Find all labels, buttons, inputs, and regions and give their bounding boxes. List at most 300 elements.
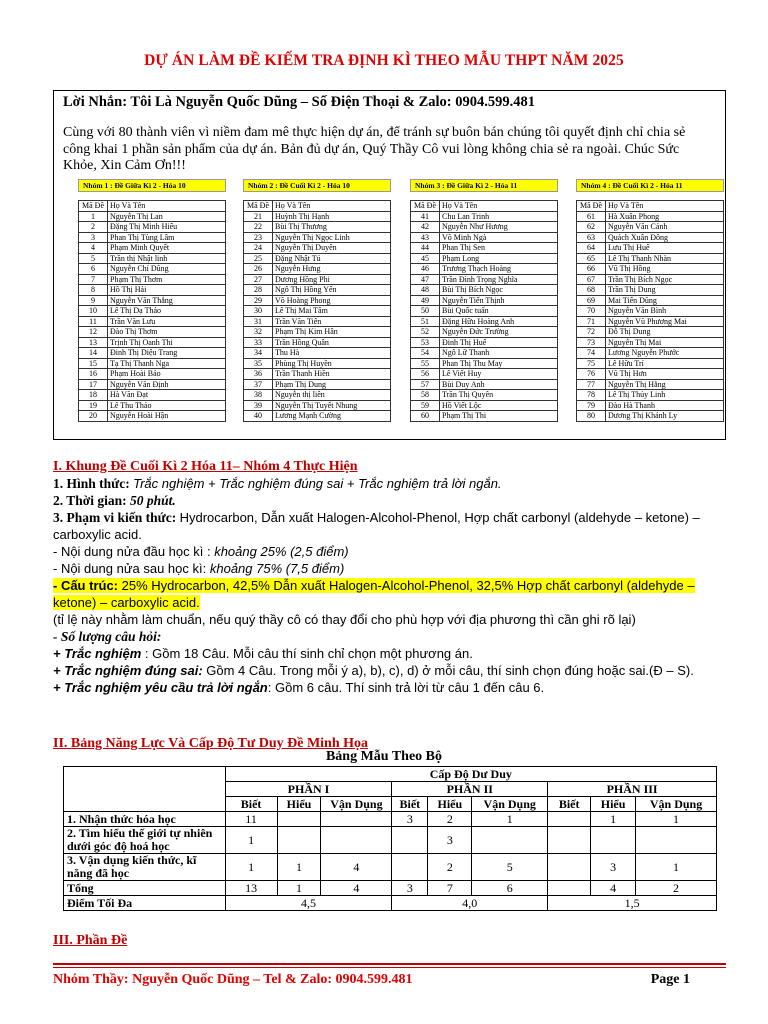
table-row bbox=[244, 222, 391, 233]
capability-matrix bbox=[63, 766, 717, 911]
member-name: Nguyễn Văn Định bbox=[108, 379, 226, 390]
row-label: 3. Vận dụng kiến thức, kĩ năng đã học bbox=[64, 854, 226, 881]
table-row bbox=[577, 400, 724, 411]
member-code: 77 bbox=[577, 379, 606, 390]
member-name: Bùi Quốc tuấn bbox=[440, 306, 558, 317]
form-line: 1. Hình thức: Trắc nghiệm + Trắc nghiệm đúng sai + Trắc nghiệm trả lời ngắn. bbox=[53, 476, 502, 491]
table-row bbox=[411, 348, 558, 359]
table-row bbox=[577, 211, 724, 222]
part-header: PHẦN II bbox=[392, 782, 548, 797]
member-name: Nguyễn Thị Lan bbox=[108, 211, 226, 222]
member-code: 48 bbox=[411, 285, 440, 296]
true-false-line: + Trắc nghiệm đúng sai: Gồm 4 Câu. Trong mỗi ý a), b), c), d) ở mỗi câu, thí sinh chọn đúng hoặc sai.(Đ – S). bbox=[53, 663, 694, 678]
page-number: Page 1 bbox=[650, 972, 690, 987]
member-group bbox=[78, 179, 226, 422]
member-name: Nguyễn Văn Cảnh bbox=[606, 222, 724, 233]
matrix-cell bbox=[277, 827, 321, 854]
member-name: Trần thị Nhật linh bbox=[108, 253, 226, 264]
time-line: 2. Thời gian: 50 phút. bbox=[53, 493, 176, 508]
member-name: Nguyễn Văn Thắng bbox=[108, 295, 226, 306]
member-code: 1 bbox=[79, 211, 108, 222]
member-name: Thu Hà bbox=[273, 348, 391, 359]
member-name: Nguyễn Văn Bình bbox=[606, 306, 724, 317]
member-code: 12 bbox=[79, 327, 108, 338]
section-2-heading: II. Bảng Năng Lực Và Cấp Độ Tư Duy Đề Minh Họa bbox=[53, 736, 369, 751]
member-name: Bùi Thị Bích Ngọc bbox=[440, 285, 558, 296]
table-row bbox=[79, 390, 226, 401]
matrix-cell: 2 bbox=[428, 812, 472, 827]
member-name: Trần Thị Dung bbox=[606, 285, 724, 296]
member-name: Phạm Minh Quyết bbox=[108, 243, 226, 254]
matrix-cell: 7 bbox=[428, 881, 472, 896]
matrix-cell bbox=[548, 881, 591, 896]
matrix-cell: 1 bbox=[225, 827, 277, 854]
table-row bbox=[79, 358, 226, 369]
member-name: Phạm Thị Kim Hân bbox=[273, 327, 391, 338]
table-row bbox=[244, 264, 391, 275]
table-row bbox=[244, 253, 391, 264]
member-code: 2 bbox=[79, 222, 108, 233]
table-row bbox=[577, 306, 724, 317]
level-subheader: Hiểu bbox=[277, 797, 321, 812]
member-code: 39 bbox=[244, 400, 273, 411]
member-name: Phạm Hoài Bảo bbox=[108, 369, 226, 380]
member-name: Chu Lan Trinh bbox=[440, 211, 558, 222]
member-table bbox=[410, 200, 558, 422]
member-name: Đào Hà Thanh bbox=[606, 400, 724, 411]
member-code: 55 bbox=[411, 358, 440, 369]
table-row bbox=[244, 348, 391, 359]
member-code: 40 bbox=[244, 411, 273, 422]
matrix-cell: 2 bbox=[636, 881, 717, 896]
table-row bbox=[411, 316, 558, 327]
level-header: Cấp Độ Dư Duy bbox=[225, 767, 716, 782]
member-code: 27 bbox=[244, 274, 273, 285]
member-code: 37 bbox=[244, 379, 273, 390]
document-title: DỰ ÁN LÀM ĐỀ KIẾM TRA ĐỊNH KÌ THEO MẪU THPT NĂM 2025 bbox=[144, 52, 624, 69]
table-row bbox=[411, 400, 558, 411]
table-row bbox=[244, 358, 391, 369]
table-row bbox=[64, 812, 717, 827]
member-code: 13 bbox=[79, 337, 108, 348]
table-row bbox=[411, 358, 558, 369]
matrix-cell: 1 bbox=[277, 881, 321, 896]
member-name: Võ Minh Ngà bbox=[440, 232, 558, 243]
member-name: Phạm Thị Thi bbox=[440, 411, 558, 422]
table-row bbox=[79, 327, 226, 338]
member-name: Hồ Thị Hải bbox=[108, 285, 226, 296]
matrix-cell bbox=[548, 827, 591, 854]
member-code: 36 bbox=[244, 369, 273, 380]
table-row bbox=[411, 337, 558, 348]
member-code: 80 bbox=[577, 411, 606, 422]
matrix-cell: 1 bbox=[636, 812, 717, 827]
message-box bbox=[53, 90, 726, 440]
member-name: Lê Thu Thảo bbox=[108, 400, 226, 411]
member-code: 15 bbox=[79, 358, 108, 369]
table-row bbox=[577, 316, 724, 327]
level-subheader: Hiểu bbox=[591, 797, 636, 812]
level-subheader: Biết bbox=[548, 797, 591, 812]
member-name: Nguyễn Tiến Thịnh bbox=[440, 295, 558, 306]
matrix-cell bbox=[548, 854, 591, 881]
member-code: 5 bbox=[79, 253, 108, 264]
col-name-header: Họ Và Tên bbox=[606, 201, 724, 212]
matrix-cell bbox=[277, 812, 321, 827]
member-code: 3 bbox=[79, 232, 108, 243]
member-code: 10 bbox=[79, 306, 108, 317]
member-code: 72 bbox=[577, 327, 606, 338]
matrix-cell: 4 bbox=[591, 881, 636, 896]
matrix-cell: 6 bbox=[472, 881, 548, 896]
member-code: 38 bbox=[244, 390, 273, 401]
table-row bbox=[79, 295, 226, 306]
table-row bbox=[411, 295, 558, 306]
short-answer-line: + Trắc nghiệm yêu cầu trả lời ngắn: Gồm 6 câu. Thí sinh trả lời từ câu 1 đến câu 6. bbox=[53, 680, 545, 695]
member-name: Huỳnh Thị Hạnh bbox=[273, 211, 391, 222]
section-1 bbox=[53, 458, 728, 696]
table-row bbox=[244, 285, 391, 296]
member-name: Mai Tiến Dũng bbox=[606, 295, 724, 306]
table-row bbox=[577, 358, 724, 369]
table-row bbox=[577, 264, 724, 275]
member-name: Dương Hồng Phi bbox=[273, 274, 391, 285]
member-name: Tạ Thị Thanh Nga bbox=[108, 358, 226, 369]
table-row bbox=[577, 337, 724, 348]
matrix-cell: 1 bbox=[225, 854, 277, 881]
member-name: Phùng Thị Huyền bbox=[273, 358, 391, 369]
member-name: Trần Đình Trọng Nghĩa bbox=[440, 274, 558, 285]
member-code: 69 bbox=[577, 295, 606, 306]
table-row bbox=[79, 400, 226, 411]
member-code: 29 bbox=[244, 295, 273, 306]
member-table bbox=[576, 200, 724, 422]
member-code: 24 bbox=[244, 243, 273, 254]
matrix-cell: 3 bbox=[392, 881, 428, 896]
table-row bbox=[244, 337, 391, 348]
row-label: 2. Tìm hiểu thế giới tự nhiên dưới góc độ hoá học bbox=[64, 827, 226, 854]
member-code: 20 bbox=[79, 411, 108, 422]
member-code: 32 bbox=[244, 327, 273, 338]
footer-rule bbox=[53, 963, 726, 968]
table-row bbox=[411, 274, 558, 285]
matrix-cell bbox=[392, 827, 428, 854]
member-code: 78 bbox=[577, 390, 606, 401]
member-name: Nguyễn Thị Hằng bbox=[606, 379, 724, 390]
member-name: Đặng Thị Minh Hiếu bbox=[108, 222, 226, 233]
table-row bbox=[244, 390, 391, 401]
part-header: PHẦN III bbox=[548, 782, 717, 797]
member-name: Phan Thị Sen bbox=[440, 243, 558, 254]
member-group bbox=[576, 179, 724, 422]
table-row bbox=[79, 306, 226, 317]
member-name: Phạm Long bbox=[440, 253, 558, 264]
member-group bbox=[243, 179, 391, 422]
member-code: 6 bbox=[79, 264, 108, 275]
member-code: 67 bbox=[577, 274, 606, 285]
member-name: Trịnh Thị Oanh Thi bbox=[108, 337, 226, 348]
member-code: 22 bbox=[244, 222, 273, 233]
matrix-cell: 4 bbox=[321, 881, 392, 896]
max-score-value: 4,5 bbox=[225, 896, 392, 911]
table-row bbox=[64, 881, 717, 896]
member-code: 47 bbox=[411, 274, 440, 285]
table-row bbox=[411, 222, 558, 233]
member-code: 70 bbox=[577, 306, 606, 317]
member-name: Lưu Thị Huế bbox=[606, 243, 724, 254]
member-name: Đào Thị Thơm bbox=[108, 327, 226, 338]
member-code: 79 bbox=[577, 400, 606, 411]
member-name: Lương Nguyễn Phước bbox=[606, 348, 724, 359]
group-title: Nhóm 1 : Đề Giữa Kì 2 - Hóa 10 bbox=[78, 179, 226, 192]
member-name: Ngô Lữ Thanh bbox=[440, 348, 558, 359]
question-count-heading: - Số lượng câu hỏi: bbox=[53, 629, 162, 644]
member-name: Phạm Thị Thơm bbox=[108, 274, 226, 285]
member-name: Trần Văn Lưu bbox=[108, 316, 226, 327]
matrix-cell: 1 bbox=[472, 812, 548, 827]
table-row bbox=[577, 285, 724, 296]
table-row bbox=[244, 211, 391, 222]
table-row bbox=[577, 348, 724, 359]
table-row bbox=[411, 390, 558, 401]
member-name: Phan Thị Thu May bbox=[440, 358, 558, 369]
member-name: Nguyễn Như Hương bbox=[440, 222, 558, 233]
member-name: Trần Hồng Quân bbox=[273, 337, 391, 348]
member-name: Đặng Hữu Hoàng Anh bbox=[440, 316, 558, 327]
member-code: 65 bbox=[577, 253, 606, 264]
matrix-title: Bảng Mẫu Theo Bộ bbox=[325, 749, 443, 764]
member-code: 76 bbox=[577, 369, 606, 380]
member-name: Võ Hoàng Phong bbox=[273, 295, 391, 306]
section-1-heading: I. Khung Đề Cuối Kì 2 Hóa 11– Nhóm 4 Thực Hiện bbox=[53, 459, 358, 474]
matrix-cell: 5 bbox=[472, 854, 548, 881]
row-label: 1. Nhận thức hóa học bbox=[64, 812, 226, 827]
matrix-cell bbox=[548, 812, 591, 827]
table-row bbox=[577, 327, 724, 338]
member-name: Dương Thị Khánh Ly bbox=[606, 411, 724, 422]
member-name: Nguyễn Vũ Phương Mai bbox=[606, 316, 724, 327]
matrix-corner bbox=[64, 767, 226, 812]
member-name: Hồ Viết Lộc bbox=[440, 400, 558, 411]
matrix-cell: 4 bbox=[321, 854, 392, 881]
table-row bbox=[411, 379, 558, 390]
footer-contact: Nhóm Thầy: Nguyễn Quốc Dũng – Tel & Zalo: 0904.599.481 bbox=[53, 972, 413, 987]
message-header: Lời Nhắn: Tôi Là Nguyễn Quốc Dũng – Số Điện Thoại & Zalo: 0904.599.481 bbox=[63, 94, 535, 110]
member-code: 68 bbox=[577, 285, 606, 296]
member-code: 63 bbox=[577, 232, 606, 243]
table-row bbox=[79, 369, 226, 380]
matrix-cell bbox=[321, 812, 392, 827]
second-half-line: - Nội dung nửa sau học kì: khoảng 75% (7,5 điểm) bbox=[53, 561, 345, 576]
member-name: Nguyễn Hoài Hận bbox=[108, 411, 226, 422]
member-group bbox=[410, 179, 558, 422]
table-row bbox=[577, 379, 724, 390]
matrix-cell: 2 bbox=[428, 854, 472, 881]
member-code: 19 bbox=[79, 400, 108, 411]
member-code: 14 bbox=[79, 348, 108, 359]
member-name: Trần Thị Bích Ngọc bbox=[606, 274, 724, 285]
member-code: 30 bbox=[244, 306, 273, 317]
matrix-cell: 11 bbox=[225, 812, 277, 827]
note-line: (tỉ lệ này nhằm làm chuẩn, nếu quý thầy cô có thay đổi cho phù hợp với địa phương thì cần ghi rõ lại) bbox=[53, 612, 636, 627]
member-code: 50 bbox=[411, 306, 440, 317]
table-row bbox=[244, 316, 391, 327]
member-code: 26 bbox=[244, 264, 273, 275]
member-code: 49 bbox=[411, 295, 440, 306]
member-name: Trần Thị Quyên bbox=[440, 390, 558, 401]
table-row bbox=[79, 285, 226, 296]
part-header: PHẦN I bbox=[225, 782, 392, 797]
max-score-value: 4,0 bbox=[392, 896, 548, 911]
table-row bbox=[79, 253, 226, 264]
member-code: 35 bbox=[244, 358, 273, 369]
table-row bbox=[577, 222, 724, 233]
table-row bbox=[244, 306, 391, 317]
group-title: Nhóm 2 : Đề Cuối Kì 2 - Hóa 10 bbox=[243, 179, 391, 192]
group-title: Nhóm 4 : Đề Cuối Kì 2 - Hóa 11 bbox=[576, 179, 724, 192]
member-code: 16 bbox=[79, 369, 108, 380]
level-subheader: Vận Dụng bbox=[321, 797, 392, 812]
table-row bbox=[79, 316, 226, 327]
matrix-cell bbox=[321, 827, 392, 854]
table-row bbox=[244, 379, 391, 390]
member-code: 45 bbox=[411, 253, 440, 264]
table-row bbox=[79, 211, 226, 222]
matrix-cell: 3 bbox=[428, 827, 472, 854]
table-row bbox=[79, 337, 226, 348]
table-row bbox=[411, 232, 558, 243]
structure-line: - Cấu trúc: 25% Hydrocarbon, 42,5% Dẫn xuất Halogen-Alcohol-Phenol, 32,5% Hợp chất carbonyl (aldehyde – ketone) – carboxylic acid. bbox=[53, 578, 695, 610]
scope-line: 3. Phạm vi kiến thức: Hydrocarbon, Dẫn xuất Halogen-Alcohol-Phenol, Hợp chất carbonyl (aldehyde – ketone) – carboxylic acid. bbox=[53, 510, 700, 542]
table-row bbox=[577, 295, 724, 306]
member-name: Vũ Thị Hơn bbox=[606, 369, 724, 380]
member-code: 73 bbox=[577, 337, 606, 348]
member-name: Lương Mạnh Cường bbox=[273, 411, 391, 422]
table-row bbox=[577, 243, 724, 254]
table-row bbox=[411, 411, 558, 422]
member-code: 44 bbox=[411, 243, 440, 254]
table-row bbox=[411, 264, 558, 275]
table-row bbox=[64, 827, 717, 854]
member-code: 7 bbox=[79, 274, 108, 285]
member-name: Nguyễn Thị Tuyết Nhung bbox=[273, 400, 391, 411]
member-name: Phạm Thị Dung bbox=[273, 379, 391, 390]
table-row bbox=[577, 369, 724, 380]
table-row bbox=[577, 253, 724, 264]
matrix-cell bbox=[472, 827, 548, 854]
member-code: 43 bbox=[411, 232, 440, 243]
member-table bbox=[243, 200, 391, 422]
member-code: 18 bbox=[79, 390, 108, 401]
col-name-header: Họ Và Tên bbox=[108, 201, 226, 212]
group-title: Nhóm 3 : Đề Giữa Kì 2 - Hóa 11 bbox=[410, 179, 558, 192]
level-subheader: Biết bbox=[225, 797, 277, 812]
member-name: Đinh Thị Huế bbox=[440, 337, 558, 348]
matrix-cell: 1 bbox=[277, 854, 321, 881]
member-code: 75 bbox=[577, 358, 606, 369]
level-subheader: Hiểu bbox=[428, 797, 472, 812]
member-code: 62 bbox=[577, 222, 606, 233]
member-name: Nguyễn Chí Dũng bbox=[108, 264, 226, 275]
member-name: Nguyễn Hưng bbox=[273, 264, 391, 275]
member-code: 21 bbox=[244, 211, 273, 222]
member-code: 54 bbox=[411, 348, 440, 359]
table-row bbox=[79, 411, 226, 422]
table-row bbox=[411, 327, 558, 338]
member-name: Lê Viết Huy bbox=[440, 369, 558, 380]
member-code: 46 bbox=[411, 264, 440, 275]
member-code: 58 bbox=[411, 390, 440, 401]
member-code: 57 bbox=[411, 379, 440, 390]
table-row bbox=[79, 232, 226, 243]
member-name: Đặng Nhật Tú bbox=[273, 253, 391, 264]
member-name: Lê Thị Thanh Nhàn bbox=[606, 253, 724, 264]
table-row bbox=[79, 379, 226, 390]
member-name: Nguyễn thị liên bbox=[273, 390, 391, 401]
member-name: Nguyễn Thị Ngọc Linh bbox=[273, 232, 391, 243]
max-score-value: 1,5 bbox=[548, 896, 717, 911]
member-code: 51 bbox=[411, 316, 440, 327]
table-row bbox=[79, 243, 226, 254]
member-code: 42 bbox=[411, 222, 440, 233]
row-label: Tổng bbox=[64, 881, 226, 896]
member-code: 64 bbox=[577, 243, 606, 254]
table-row bbox=[244, 274, 391, 285]
member-code: 34 bbox=[244, 348, 273, 359]
member-name: Quách Xuân Đông bbox=[606, 232, 724, 243]
member-name: Hà Văn Đạt bbox=[108, 390, 226, 401]
table-row bbox=[411, 211, 558, 222]
member-name: Lê Thị Mai Tâm bbox=[273, 306, 391, 317]
section-3-wrap bbox=[53, 932, 728, 949]
table-row bbox=[577, 274, 724, 285]
table-row bbox=[411, 306, 558, 317]
page-footer bbox=[53, 972, 726, 988]
table-row bbox=[79, 222, 226, 233]
col-code-header: Mã Đề bbox=[577, 201, 606, 212]
member-code: 25 bbox=[244, 253, 273, 264]
table-row bbox=[577, 390, 724, 401]
member-code: 17 bbox=[79, 379, 108, 390]
member-code: 23 bbox=[244, 232, 273, 243]
member-name: Nguyễn Thị Duyên bbox=[273, 243, 391, 254]
member-name: Ngô Thị Hồng Yến bbox=[273, 285, 391, 296]
table-row bbox=[411, 285, 558, 296]
member-code: 8 bbox=[79, 285, 108, 296]
col-code-header: Mã Đề bbox=[79, 201, 108, 212]
matrix-cell: 13 bbox=[225, 881, 277, 896]
table-row bbox=[244, 232, 391, 243]
matrix-cell: 1 bbox=[636, 854, 717, 881]
member-code: 41 bbox=[411, 211, 440, 222]
max-score-label: Điểm Tối Đa bbox=[64, 896, 226, 911]
member-code: 56 bbox=[411, 369, 440, 380]
table-row bbox=[79, 264, 226, 275]
member-code: 31 bbox=[244, 316, 273, 327]
col-name-header: Họ Và Tên bbox=[440, 201, 558, 212]
table-row bbox=[411, 369, 558, 380]
mcq-line: + Trắc nghiệm : Gồm 18 Câu. Mỗi câu thí sinh chỉ chọn một phương án. bbox=[53, 646, 473, 661]
matrix-cell: 3 bbox=[591, 854, 636, 881]
member-code: 52 bbox=[411, 327, 440, 338]
table-row bbox=[244, 400, 391, 411]
member-code: 74 bbox=[577, 348, 606, 359]
table-row bbox=[244, 411, 391, 422]
member-code: 60 bbox=[411, 411, 440, 422]
table-row bbox=[411, 243, 558, 254]
member-name: Vũ Thị Hồng bbox=[606, 264, 724, 275]
member-name: Bùi Duy Anh bbox=[440, 379, 558, 390]
